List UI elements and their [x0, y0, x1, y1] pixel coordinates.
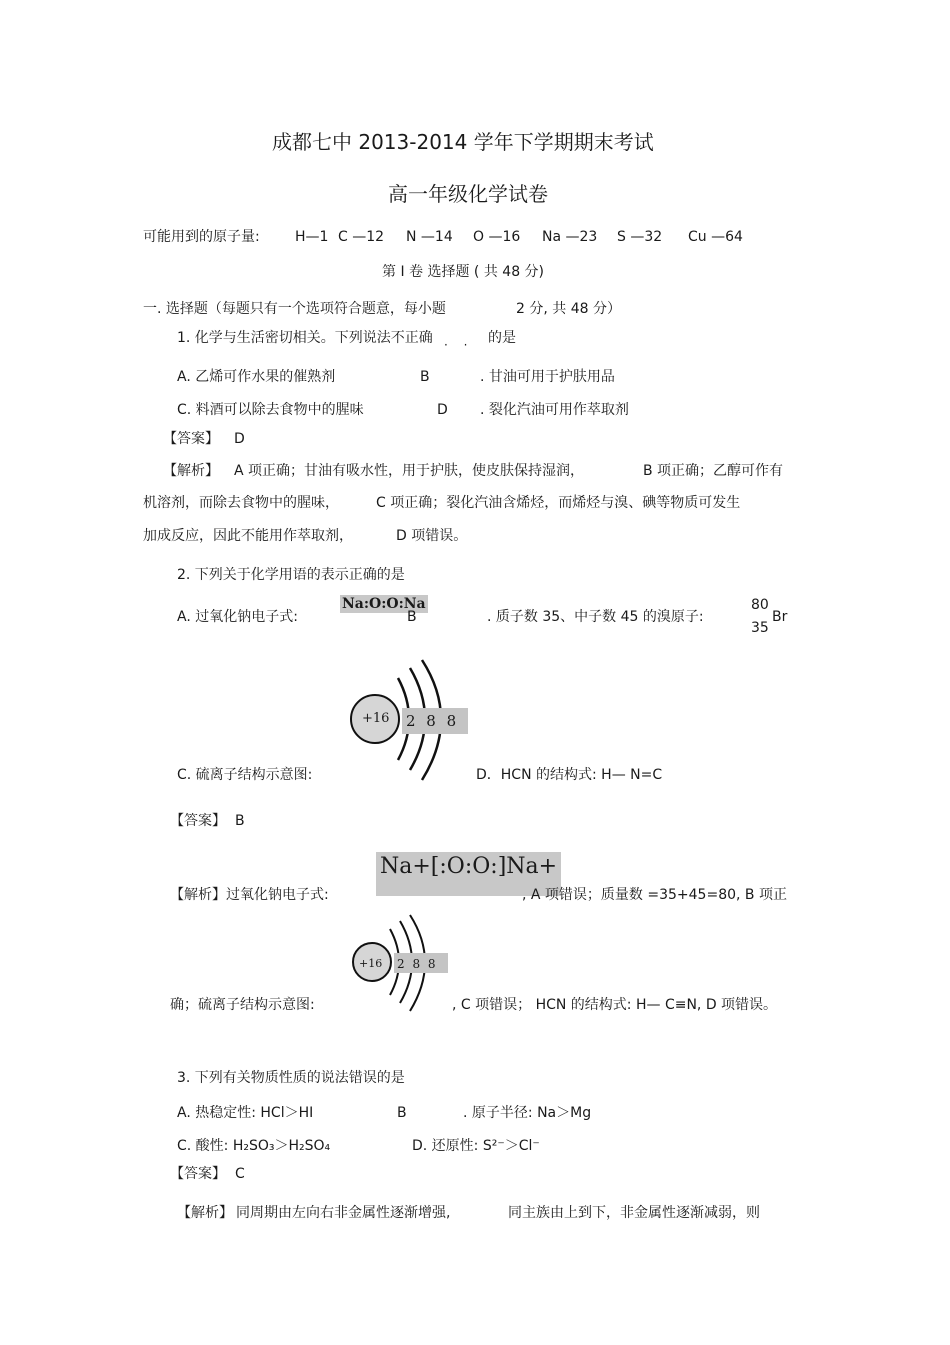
- exam-subtitle: 高一年级化学试卷: [388, 182, 548, 206]
- atomic-mass-h: H—1: [295, 229, 329, 245]
- q3-answer-label: 【答案】: [170, 1166, 226, 1182]
- bromine-atomic-number: 35: [751, 620, 769, 636]
- q3-option-d: D. 还原性: S²⁻＞Cl⁻: [412, 1138, 540, 1154]
- q1-analysis-line3a: 加成反应，因此不能用作萃取剂，: [143, 528, 353, 544]
- q1-option-d: . 裂化汽油可用作萃取剂: [480, 402, 629, 418]
- q2-analysis-line1: , A 项错误；质量数 =35+45=80, B 项正: [522, 887, 787, 903]
- bromine-mass-number: 80: [751, 597, 769, 613]
- atomic-mass-s: S —32: [617, 229, 663, 245]
- atomic-mass-na: Na —23: [542, 229, 598, 245]
- exam-title: 成都七中 2013-2014 学年下学期期末考试: [272, 130, 654, 154]
- q2-analysis-line2a: 确；硫离子结构示意图:: [170, 997, 315, 1013]
- q2-answer-label: 【答案】: [170, 813, 226, 829]
- atomic-mass-o: O —16: [473, 229, 521, 245]
- q3-option-b: . 原子半径: Na＞Mg: [463, 1105, 592, 1121]
- q3-stem: 3. 下列有关物质性质的说法错误的是: [177, 1070, 405, 1086]
- q1-answer-label: 【答案】: [163, 431, 219, 447]
- q3-option-b-letter: B: [397, 1105, 407, 1121]
- q1-option-b: . 甘油可用于护肤用品: [480, 369, 615, 385]
- q3-option-c: C. 酸性: H₂SO₃＞H₂SO₄: [177, 1138, 331, 1154]
- q2-analysis-label: 【解析】过氧化钠电子式:: [170, 887, 329, 903]
- q3-analysis-b: 同主族由上到下，非金属性逐渐减弱，则: [508, 1205, 760, 1221]
- q2-option-d: D．HCN 的结构式: H— N=C: [476, 767, 663, 783]
- shell-electrons: 2 8 8: [406, 712, 460, 730]
- section-heading: 一. 选择题（每题只有一个选项符合题意，每小题: [143, 301, 446, 317]
- q2-stem: 2. 下列关于化学用语的表示正确的是: [177, 567, 405, 583]
- q1-stem: 1. 化学与生活密切相关。下列说法不正确: [177, 330, 433, 346]
- shell-electrons-analysis: 2 8 8: [397, 957, 438, 971]
- q3-answer: C: [235, 1166, 245, 1182]
- q1-analysis-line2b: C 项正确；裂化汽油含烯烃，而烯烃与溴、碘等物质可发生: [376, 495, 741, 511]
- atomic-mass-cu: Cu —64: [688, 229, 743, 245]
- nucleus-charge: +16: [362, 711, 390, 726]
- q1-option-d-letter: D: [437, 402, 448, 418]
- q3-analysis-label: 【解析】: [177, 1205, 233, 1221]
- emphasis-dots: · ·: [444, 338, 474, 352]
- peroxide-electron-formula: Na:O:O:Na: [342, 596, 426, 612]
- bromine-symbol: Br: [772, 609, 788, 625]
- atomic-mass-label: 可能用到的原子量:: [143, 229, 260, 245]
- q1-analysis-line1b: B 项正确；乙醇可作有: [643, 463, 784, 479]
- q1-analysis-line1a: A 项正确；甘油有吸水性，用于护肤，使皮肤保持湿润，: [234, 463, 585, 479]
- volume-heading: 第 I 卷 选择题 ( 共 48 分): [382, 264, 545, 280]
- q1-stem-end: 的是: [488, 330, 516, 346]
- q2-option-c: C. 硫离子结构示意图:: [177, 767, 313, 783]
- q2-option-b: . 质子数 35、中子数 45 的溴原子:: [487, 609, 704, 625]
- q2-option-b-letter: B: [407, 609, 417, 625]
- q3-analysis-a: 同周期由左向右非金属性逐渐增强,: [236, 1205, 451, 1221]
- q2-option-a: A. 过氧化钠电子式:: [177, 609, 298, 625]
- q1-option-a: A. 乙烯可作水果的催熟剂: [177, 369, 336, 385]
- q1-answer: D: [234, 431, 245, 447]
- q2-answer: B: [235, 813, 245, 829]
- section-heading-tail: 2 分, 共 48 分）: [516, 301, 621, 317]
- nucleus-charge-analysis: +16: [359, 957, 383, 970]
- atomic-mass-c: C —12: [338, 229, 385, 245]
- atomic-mass-n: N —14: [406, 229, 453, 245]
- q1-analysis-label: 【解析】: [163, 463, 219, 479]
- q1-option-c: C. 料酒可以除去食物中的腥味: [177, 402, 364, 418]
- q1-analysis-line3b: D 项错误。: [396, 528, 468, 544]
- q3-option-a: A. 热稳定性: HCl＞HI: [177, 1105, 314, 1121]
- q2-analysis-line2b: , C 项错误； HCN 的结构式: H— C≡N, D 项错误。: [452, 997, 778, 1013]
- peroxide-electron-formula-correct: Na+[:O:O:]Na+: [376, 852, 561, 896]
- q1-analysis-line2a: 机溶剂，而除去食物中的腥味，: [143, 495, 339, 511]
- q1-option-b-letter: B: [420, 369, 430, 385]
